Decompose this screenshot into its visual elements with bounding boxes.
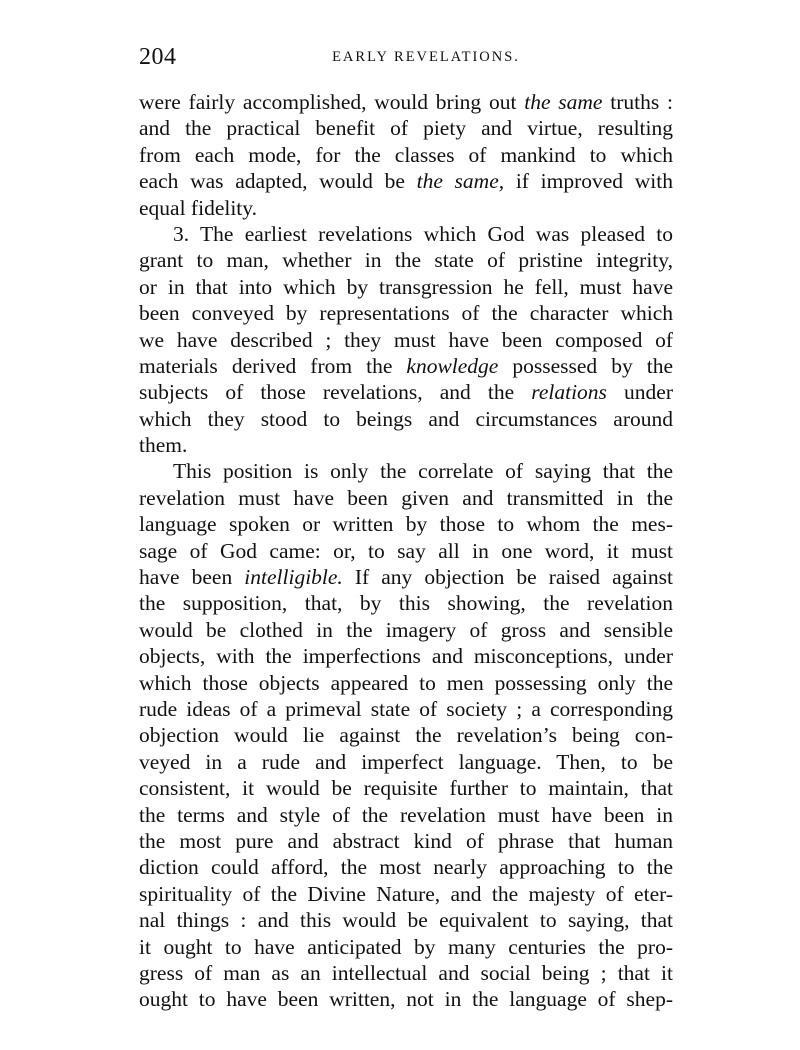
text-line: them. <box>139 433 188 458</box>
text-line: have been intelligible. If any objection be raised against <box>139 565 673 590</box>
text-line: spirituality of the Divine Nature, and the majesty of eter- <box>139 881 673 906</box>
text-line: and the practical benefit of piety and virtue, resulting <box>139 116 673 141</box>
text-line: were fairly accomplished, would bring out the same truths : <box>139 90 673 114</box>
text-line: language spoken or written by those to whom the mes- <box>139 512 673 537</box>
running-title: EARLY REVELATIONS. <box>332 49 520 65</box>
text-line: or in that into which by transgression he fell, must have <box>139 274 673 299</box>
text-line: we have described ; they must have been composed of <box>139 327 673 352</box>
text-line: each was adapted, would be the same, if improved with <box>139 169 673 194</box>
text-line: consistent, it would be requisite further to maintain, that <box>139 776 673 801</box>
text-line: grant to man, whether in the state of pristine integrity, <box>139 248 673 273</box>
text-line: objects, with the imperfections and misconceptions, under <box>139 644 673 669</box>
text-line: gress of man as an intellectual and social being ; that it <box>139 960 673 985</box>
text-line: the terms and style of the revelation must have been in <box>139 802 673 827</box>
text-line: revelation must have been given and transmitted in the <box>139 485 673 510</box>
text-line: diction could afford, the most nearly approaching to the <box>139 855 673 880</box>
body-text <box>139 89 673 1013</box>
text-line: the most pure and abstract kind of phrase that human <box>139 828 673 853</box>
text-line: subjects of those revelations, and the relations under <box>139 380 673 405</box>
text-line: materials derived from the knowledge possessed by the <box>139 353 673 378</box>
text-line: it ought to have anticipated by many centuries the pro- <box>139 934 673 959</box>
text-line: from each mode, for the classes of mankind to which <box>139 142 673 167</box>
text-line: the supposition, that, by this showing, the revelation <box>139 591 673 616</box>
text-line: rude ideas of a primeval state of society ; a corresponding <box>139 696 673 721</box>
text-line: which those objects appeared to men possessing only the <box>139 670 673 695</box>
text-line: ought to have been written, not in the language of shep- <box>139 987 673 1012</box>
text-line: objection would lie against the revelation’s being con- <box>139 723 673 748</box>
text-line: sage of God came: or, to say all in one word, it must <box>139 538 673 563</box>
paragraph-start-line: This position is only the correlate of saying that the <box>173 459 673 484</box>
page-number: 204 <box>139 44 177 70</box>
text-line: nal things : and this would be equivalent to saying, that <box>139 908 673 933</box>
text-line: been conveyed by representations of the character which <box>139 301 673 326</box>
paragraph-start-line: 3. The earliest revelations which God was pleased to <box>173 221 673 246</box>
page-header <box>139 42 673 72</box>
text-line: would be clothed in the imagery of gross and sensible <box>139 617 673 642</box>
text-line: which they stood to beings and circumstances around <box>139 406 673 431</box>
text-line: equal fidelity. <box>139 195 258 220</box>
text-line: veyed in a rude and imperfect language. Then, to be <box>139 749 673 774</box>
